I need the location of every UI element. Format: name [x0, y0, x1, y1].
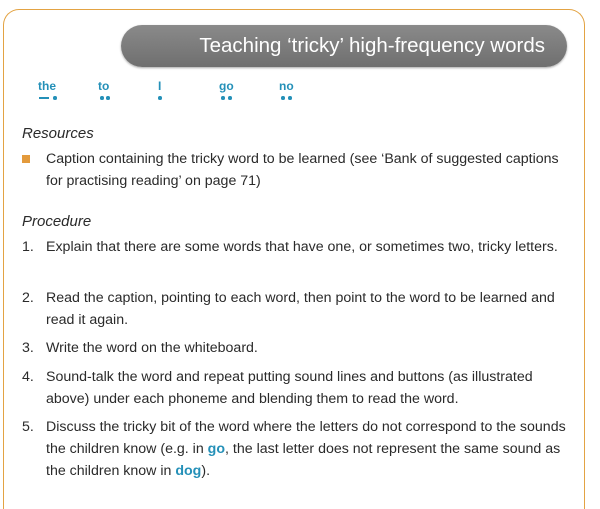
step-number: 5. — [22, 419, 34, 435]
tricky-word-i: I — [158, 79, 162, 93]
sound-button — [221, 96, 225, 100]
sound-line — [39, 97, 49, 99]
tricky-word-go: go — [219, 79, 234, 93]
step-number: 3. — [22, 340, 34, 356]
sound-button — [281, 96, 285, 100]
sound-button — [106, 96, 110, 100]
tricky-word-to: to — [98, 79, 110, 93]
tricky-word-no: no — [279, 79, 294, 93]
highlight-word-dog: dog — [175, 463, 202, 479]
step-text: ). — [201, 463, 211, 479]
procedure-step-2: Read the caption, pointing to each word, then point to the word to be learned and read it again. — [46, 290, 555, 328]
step-number: 2. — [22, 290, 34, 306]
procedure-step-1: Explain that there are some words that have one, or sometimes two, tricky letters. — [46, 239, 558, 255]
step-text: , the last letter does not represent the same sound as the children know in — [46, 441, 561, 479]
tricky-word-the: the — [38, 79, 56, 93]
sound-button — [100, 96, 104, 100]
sound-button — [158, 96, 162, 100]
highlight-word-go: go — [207, 441, 226, 457]
step-number: 4. — [22, 369, 34, 385]
procedure-step-3: Write the word on the whiteboard. — [46, 340, 258, 356]
sound-button — [288, 96, 292, 100]
page-title: Teaching ‘tricky’ high-frequency words — [121, 25, 567, 67]
resources-heading: Resources — [22, 125, 94, 142]
step-number: 1. — [22, 239, 34, 255]
bullet-square-icon — [22, 155, 30, 163]
procedure-step-4: Sound-talk the word and repeat putting sound lines and buttons (as illustrated above) under each phoneme and blending them to read the word. — [46, 369, 533, 407]
sound-button — [228, 96, 232, 100]
procedure-step-5 — [46, 416, 566, 482]
resources-item: Caption containing the tricky word to be learned (see ‘Bank of suggested captions for practising reading’ on page 71) — [46, 151, 559, 189]
step-text: Discuss the tricky bit of the word where the letters do not correspond to the sounds the children know (e.g. in — [46, 419, 566, 457]
sound-button — [53, 96, 57, 100]
procedure-heading: Procedure — [22, 213, 92, 230]
